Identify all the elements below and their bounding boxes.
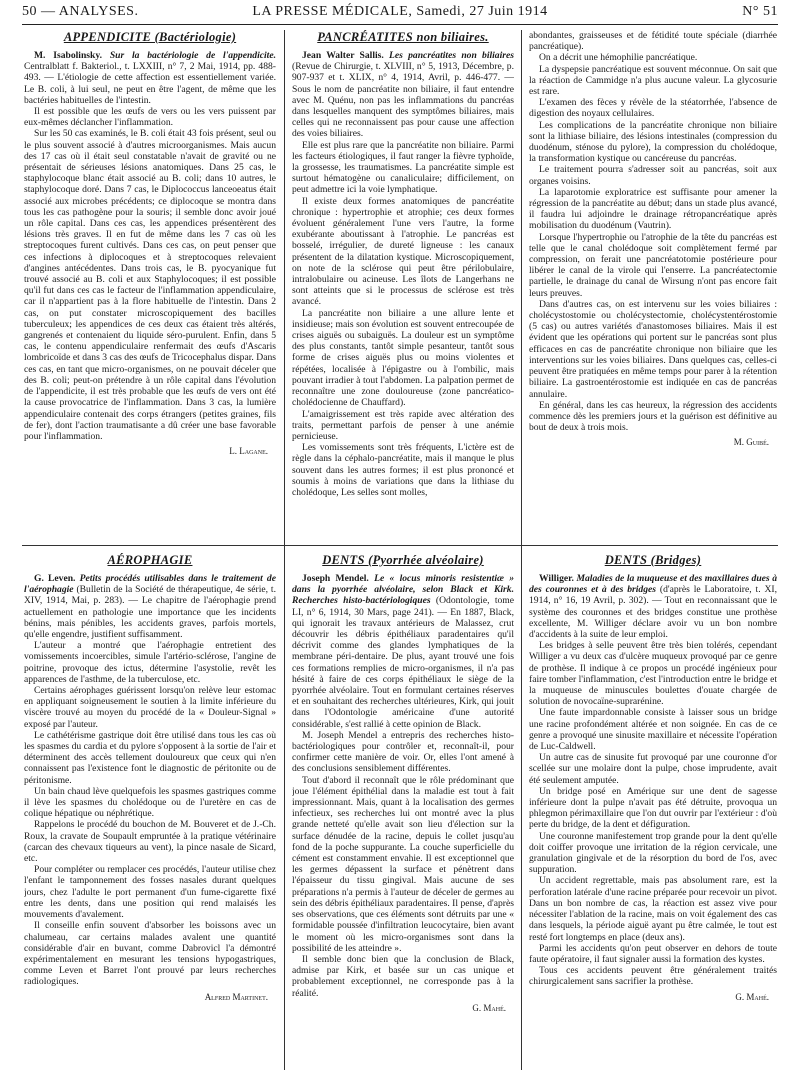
column-divider xyxy=(521,30,522,1070)
author: M. Isabolinsky. xyxy=(34,50,103,61)
article-ref: Sur la bactériologie de l'appendicite. xyxy=(109,50,276,61)
paragraph: Certains aérophages guérissent lorsqu'on relève leur estomac en appliquant soigneusement le soutien à la limite inférieure du viscère trouvé au moyen du procédé de la « Douleur-Signal » exposé par l'auteur. xyxy=(24,685,276,730)
article-ref: Petits procédés utilisables dans le traitement de l'aérophagie xyxy=(24,573,276,596)
signature: M. Guibé. xyxy=(733,437,769,448)
paragraph: Les bridges à selle peuvent être très bien tolérés, cependant Williger a vu deux cas d'ulcère muqueux provoqué par ce genre de prothèse. Il indique à ce propos un procédé ingénieux pour faire tomber l'inflammation, c'est l'introduction entre le bridge et la muqueuse de minuscules boulettes d'ouate chargée de solution de novocaïne-suprarénine. xyxy=(529,640,777,708)
section-title: DENTS (Pyorrhée alvéolaire) xyxy=(322,553,484,567)
paragraph: Il semble donc bien que la conclusion de Black, admise par Kirk, et basée sur un cas unique et probablement exceptionnel, ne corresponde pas à la réalité. xyxy=(292,953,514,999)
paragraph: (d'après le Laboratoire, t. XI, 1914, n° 16, 19 Avril, p. 302). — Tout en reconnaissant que le système des couronnes et des bridges constitue une prothèse excellente, M. Williger déclare avoir vu un bon nombre d'accidents à la suite de leur emploi. xyxy=(529,584,777,641)
paragraph: La laparotomie exploratrice est suffisante pour amener la régression de la pancréatite au début; dans un stade plus avancé, il faudra lui adjoindre le drainage rétropancréatique après mobilisation du duodénum (Vautrin). xyxy=(529,186,777,232)
paragraph: Une couronne manifestement trop grande pour la dent qu'elle doit coiffer provoque une irritation de la région cervicale, une granulation gingivale et de la résorption du bord de l'os, avec suppuration. xyxy=(529,830,777,876)
page-header xyxy=(22,2,778,25)
paragraph: Il conseille enfin souvent d'absorber les boissons avec un chalumeau, car certains malades avalent une quantité considérable d'air en buvant, comme Dabrovicl l'a démontré expérimentalement en mesurant les tensions hypogastriques, comme Leven et Barret l'ont prouvé par leurs recherches radiologiques. xyxy=(24,920,276,988)
article-dents-bridges xyxy=(529,553,777,1078)
article-ref: Le « locus minoris resistentiæ » dans la pyorrhée alvéolaire, selon Black et Kirk. Recherches histo-bactériologiques xyxy=(292,573,514,607)
paragraph: Il est possible que les œufs de vers ou les vers puissent par eux-mêmes déclancher l'inflammation. xyxy=(24,106,276,129)
paragraph: Un accident regrettable, mais pas absolument rare, est la perforation latérale d'une racine préparée pour recevoir un pivot. Dans un bon nombre de cas, la réaction est assez vive pour nécessiter l'ablation de la racine, mais on voit également des cas dans lesquels, la période aiguë ayant pu être calmée, le tout est resté fort longtemps en place (deux ans). xyxy=(529,875,777,943)
paragraph: (Bulletin de la Société de thérapeutique, 4e série, t. XIV, 1914, Mai, p. 283). — Le chapitre de l'aérophagie prend actuellement en pathologie une importance que les incidents bénins, mais pénibles, les accidents graves, parfois mortels, qu'elle engendre, justifient suffisamment. xyxy=(24,584,276,641)
paragraph: Sur les 50 cas examinés, le B. coli était 43 fois présent, seul ou le plus souvent associé à d'autres microorganismes. Mais aucun des 17 cas où il était seul constatable n'avait de gravité ou ne présentait de sérieuses lésions anatomiques. Dans 25 cas, le staphylocoque blanc était associé au B. coli; dans 10 autres, le staphylocoque doré. Dans 7 cas, le Diplococcus lanceoeatus était associé aux microbes précédents; ce diplocoque se montra dans tous les cas pathogène pour la souris; il semble donc avoir joué un rôle capital. Dans ces cas, les appendices présentèrent des lésions très graves. Il en fut de même dans les 7 cas où les streptocoques furent cultivés. Dans ces cas, on peut penser que ces infections à diplocoques et à streptocoques relevaient d'angines antécédentes. Dans trois cas, le B. pyocyanique fut trouvé associé au B. coli et aux Staphylocoques; il est possible qu'il fut dans ces cas le facteur de l'inflammation appendiculaire, car il n'appartient pas à la flore habituelle de l'intestin. Dans 2 cas, on put constater microscopiquement des bacilles tuberculeux; les appendices de ces deux cas étaient très altérés, gangrenés et contenaient du liquide séro-purulent. Enfin, dans 5 cas, le contenu appendiculaire renfermait des œufs d'Ascaris lombricoïde et dans 3 cas des œufs de Tricocephalus dispar. Dans ces cas, en tant que micro-organismes, on ne pouvait déceler que des B. coli; peut-on prétendre à un rôle capital dans l'évolution de l'appendicite, il est très probable que les œufs de vers ont été la cause provocatrice de l'inflammation. Dans 3 cas, la lumière appendiculaire contenait des corps étrangers (petites graines, fils de fer), dont l'action traumatisante a dû créer une base favorable pour l'inflammation. xyxy=(24,128,276,442)
issue-number: N° 51 xyxy=(742,4,778,19)
paragraph: Centralblatt f. Bakteriol., t. LXXIII, n° 7, 2 Mai, 1914, pp. 488-493. — L'étiologie de cette affection est essentiellement variée. Le B. coli, à lui seul, ne peut en être l'agent, de même que les bactéries habituelles de l'intestin. xyxy=(24,61,276,106)
paragraph: M. Joseph Mendel a entrepris des recherches histo-bactériologiques pour contrôler et, reconnaît-il, pour confirmer cette manière de voir. Or, elles l'ont amené à des conclusions sensiblement différentes. xyxy=(292,729,514,775)
article-ref: Maladies de la muqueuse et des maxillaires dues à des couronnes et à des bridges xyxy=(529,573,777,596)
article-aerophagie xyxy=(24,553,276,1078)
author: Jean Walter Sallis. xyxy=(302,50,384,61)
signature: Alfred Martinet. xyxy=(204,991,268,1002)
article-ref: Les pancréatites non biliaires xyxy=(389,50,514,61)
paragraph: Dans d'autres cas, on est intervenu sur les voies biliaires : cholécystostomie ou cholécystectomie, cholécystentérostomie (5 cas) ou autres variétés d'anastomoses biliaires. Mais il est évident que les opérations qui portent sur le pancréas sont plus efficaces en cas de pancréatite chronique non biliaire que les interventions sur les voies biliaires. Dans quelques cas, celles-ci peuvent être pratiquées en même temps pour parer à la rétention biliaire. La gastroentérostomie est indiquée en cas de pancréas annulaire. xyxy=(529,298,777,400)
paragraph: Un bain chaud lève quelquefois les spasmes gastriques comme il lève les spasmes du cholédoque ou de l'uretère en cas de colique hépatique ou néphrétique. xyxy=(24,785,276,820)
paragraph: L'auteur a montré que l'aérophagie entretient des vomissements incoercibles, simule l'artério-sclérose, l'angine de poitrine, provoque des ictus, détermine l'asystolie, revêt les apparences de l'asthme, de la tuberculose, etc. xyxy=(24,640,276,685)
article-pancreatites xyxy=(292,30,514,540)
paragraph: Les complications de la pancréatite chronique non biliaire sont la lithiase biliaire, des lésions intestinales (compression du duodénum, sténose du pylore), la compression du cholédoque, la transformation kystique ou cancéreuse du pancréas. xyxy=(529,119,777,165)
paragraph: Un bridge posé en Amérique sur une dent de sagesse inférieure dont la pulpe n'avait pas été détruite, provoqua un phlegmon périmaxillaire que l'on dut ouvrir par l'extérieur : d'où perte du bridge, de la dent et défiguration. xyxy=(529,785,777,831)
paragraph: L'examen des fèces y révèle de la stéatorrhée, l'absence de digestion des noyaux cellulaires. xyxy=(529,97,777,120)
paragraph: Il existe deux formes anatomiques de pancréatite chronique : hypertrophie et atrophie; ces deux formes évoluent généralement l'une vers l'autre, la forme exubérante aboutissant à l'atrophie. Le pancréas est bosselé, irrégulier, de dureté ligneuse : les canaux présentent de la dilatation kystique. Microscopiquement, on note de la sclérose qui peut être périlobulaire, intralobulaire ou acineuse. Les îlots de Langerhans ne sont atteints que si le processus de sclérose est très avancé. xyxy=(292,195,514,308)
paragraph: L'amaigrissement est très rapide avec altération des traits, permettant parfois de penser à une anémie pernicieuse. xyxy=(292,408,514,442)
author: Williger. xyxy=(539,573,574,584)
paragraph: Une faute impardonnable consiste à laisser sous un bridge une racine profondément altérée et non soignée. En cas de ce genre a provoqué une sinusite maxillaire et nécessite l'opération de Luc-Caldwell. xyxy=(529,707,777,753)
article-appendicite xyxy=(24,30,276,540)
section-title: AÉROPHAGIE xyxy=(107,553,193,567)
paragraph: Un autre cas de sinusite fut provoqué par une couronne d'or scellée sur une molaire dont la pulpe, chose imprudente, avait été seulement amputée. xyxy=(529,752,777,786)
article-pancreatites-continued xyxy=(529,30,777,540)
column-divider xyxy=(284,30,285,1070)
paragraph: (Revue de Chirurgie, t. XLVIII, n° 5, 1913, Décembre, p. 907-937 et t. XLIX, n° 4, 1914, Avril, p. 446-477. — Sous le nom de pancréatite non biliaire, il faut entendre avec M. Quénu, non pas les inflammations du pancréas dans lesquelles manquent des symptômes biliaires, mais celles qui ne reconnaissent pas pour cause une affection des voies biliaires. xyxy=(292,61,514,140)
paragraph: Le traitement pourra s'adresser soit au pancréas, soit aux organes voisins. xyxy=(529,164,777,187)
author: Joseph Mendel. xyxy=(302,573,369,584)
paragraph: La dyspepsie pancréatique est souvent méconnue. On sait que la réaction de Cammidge n'a plus aucune valeur. La glycosurie est rare. xyxy=(529,63,777,98)
paragraph: Pour compléter ou remplacer ces procédés, l'auteur utilise chez l'enfant le tamponnement des fosses nasales durant quelques jours, chez l'adulte le port permanent d'un fume-cigarette fixé entre les dents, dans une position qui rend malaisés les mouvements d'avalement. xyxy=(24,864,276,921)
paragraph: abondantes, graisseuses et de fétidité toute spéciale (diarrhée pancréatique). xyxy=(529,30,777,53)
paragraph: Les vomissements sont très fréquents, L'ictère est de règle dans la céphalo-pancréatite, mais il manque le plus souvent dans les autres formes; il est plus prononcé et soumis à moins de variations que dans la lithiase du cholédoque, Les selles sont molles, xyxy=(292,442,514,498)
journal-title: LA PRESSE MÉDICALE, Samedi, 27 Juin 1914 xyxy=(252,4,548,19)
paragraph: Lorsque l'hypertrophie ou l'atrophie de la tête du pancréas est telle que le canal cholédoque soit complètement fermé par compression, on ferait une pancréatotomie postérieure pour libérer le canal de la virole qui l'enserre. La pancréatectomie partielle, le drainage du canal de Wirsung n'ont pas encore fait leurs preuves. xyxy=(529,231,777,299)
paragraph: Tous ces accidents peuvent être généralement traités chirurgicalement sans sacrifier la prothèse. xyxy=(529,965,777,988)
signature: G. Mahé. xyxy=(472,1002,506,1013)
paragraph: La pancréatite non biliaire a une allure lente et insidieuse; mais son évolution est souvent entrecoupée de crises aiguës ou subaiguës. La douleur est un symptôme des plus constants, tantôt simple pesanteur, tantôt sous forme de crises aiguës plus ou moins violentes et répétées, localisée à l'épigastre ou à l'ombilic, mais pouvant irradier à tout l'abdomen. La palpation permet de reconnaître une zone douloureuse (zone pancréatico-cholédocienne de Chauffard). xyxy=(292,307,514,409)
page-number: 50 — ANALYSES. xyxy=(22,4,139,19)
signature: G. Mahé. xyxy=(735,991,769,1002)
section-divider xyxy=(22,545,778,546)
paragraph: Rappelons le procédé du bouchon de M. Bouveret et de J.-Ch. Roux, la cravate de Soupault empruntée à la pratique vétérinaire (carcan des chevaux tiqueurs au vent), la pince nasale de Sicard, etc. xyxy=(24,819,276,865)
paragraph: (Odontologie, tome LI, n° 6, 1914, 30 Mars, page 241). — En 1887, Black, qui ignorait les travaux antérieurs de Malassez, crut découvrir les débris épithéliaux paradentaires qu'il décrivit comme des glandes lymphatiques de la membrane péri-dentaire. De plus, ayant trouvé une fois ces formations remplies de micro-organismes, il n'a pas hésité à faire de ces corps épithéliaux le siège de la pyorrhée alvéolaire. Tout en formulant certaines réserves et en souhaitant des recherches ultérieures, Kirk, qui jouit dans l'Odontologie américaine d'une autorité considérable, s'est rallié à cette opinion de Black. xyxy=(292,595,514,730)
article-dents-pyorrhee xyxy=(292,553,514,1078)
section-title: PANCRÉATITES non biliaires. xyxy=(317,30,489,44)
paragraph: Elle est plus rare que la pancréatite non biliaire. Parmi les facteurs étiologiques, il faut ranger la fièvre typhoïde, la grossesse, les traumatismes. La pancréatite simple est surtout hématogène ou canaliculaire; difficilement, on peut admettre ici la voie lymphatique. xyxy=(292,139,514,196)
paragraph: Parmi les accidents qu'on peut observer en dehors de toute faute opératoire, il faut signaler aussi la formation des kystes. xyxy=(529,942,777,965)
section-title: DENTS (Bridges) xyxy=(604,553,702,567)
signature: L. Lagane. xyxy=(229,446,268,457)
section-title: APPENDICITE (Bactériologie) xyxy=(63,30,237,44)
paragraph: Tout d'abord il reconnaît que le rôle prédominant que joue l'élément épithélial dans la maladie est tout à fait impressionnant. Mais, quant à la localisation des germes infectieux, ses recherches lui ont montré avec la plus grande netteté qu'elle avait son lieu d'élection sur la surface dénudée de la racine, depuis le collet jusqu'au fond de la poche suppurante. La couche superficielle du cément est constamment envahie. Il est exceptionnel que les germes dépassent la surface et pénètrent dans l'épaisseur du tissu gingival. Mais aucune de ses préparations n'a permis à l'auteur de déceler de germes au sein des débris épithéliaux paradentaires. Il pense, d'après ses observations, que ces éléments sont détruits par une « formidable poussée d'infiltration leucocytaire, bien avant le moment où les micro-organismes sont dans la possibilité de les atteindre ». xyxy=(292,774,514,954)
paragraph: En général, dans les cas heureux, la régression des accidents commence dès les premiers jours et la guérison est définitive au bout de deux à trois mois. xyxy=(529,399,777,434)
paragraph: Le cathétérisme gastrique doit être utilisé dans tous les cas où les spasmes du cardia et du pylore s'opposent à la sortie de l'air et déterminent des accès tellement douloureux que ceux qui n'en connaissent pas l'existence font le diagnostic de péritonite ou de péritonisme. xyxy=(24,729,276,786)
author: G. Leven. xyxy=(34,573,76,584)
paragraph: On a décrit une hémophilie pancréatique. xyxy=(539,52,698,64)
